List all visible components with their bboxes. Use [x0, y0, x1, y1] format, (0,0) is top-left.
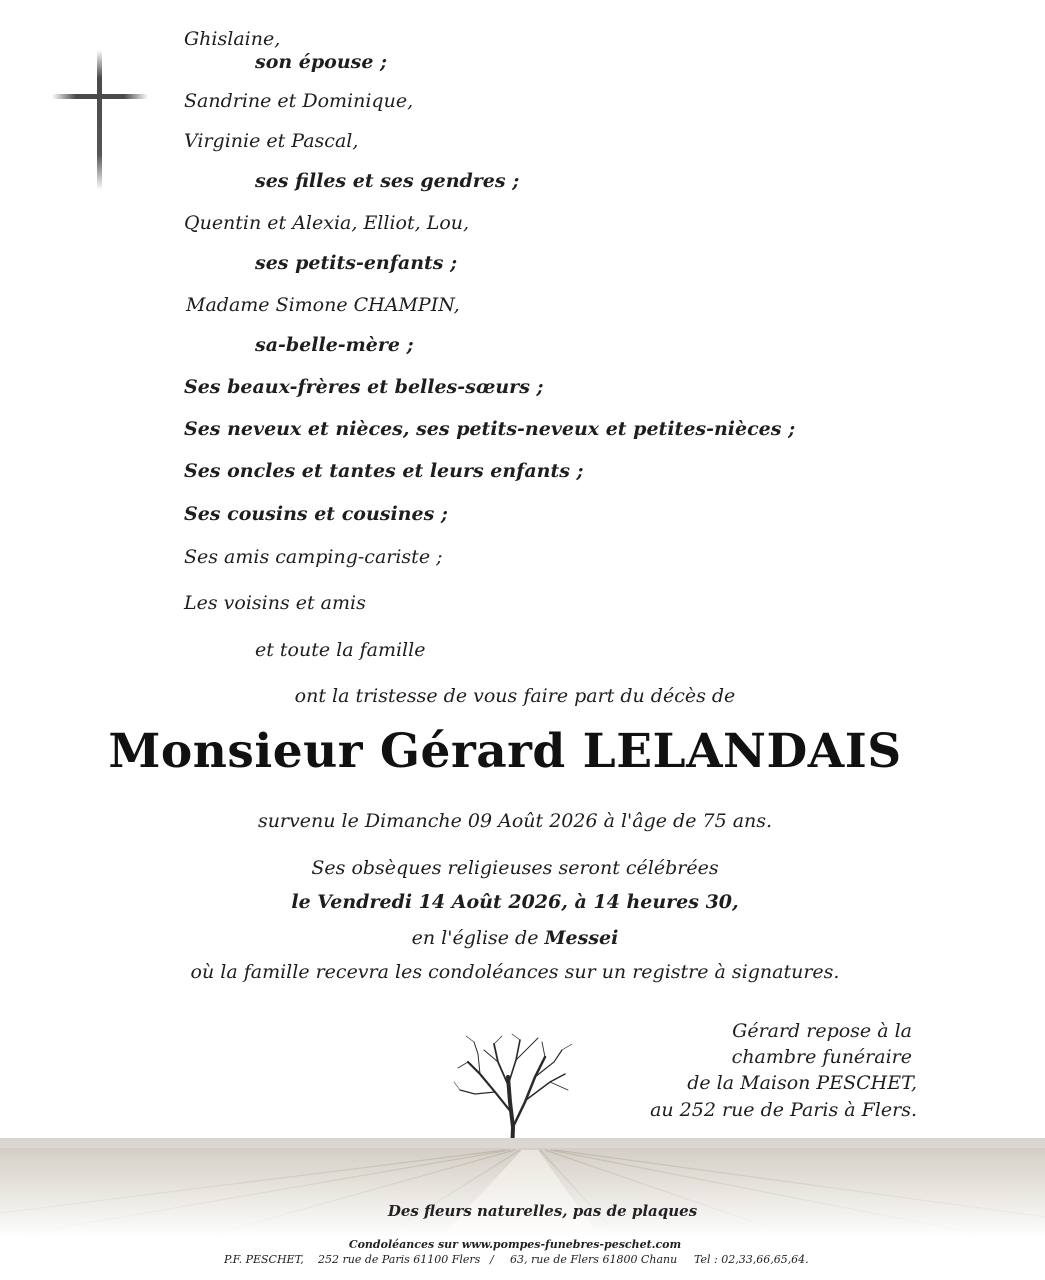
daughters-role: ses filles et ses gendres ; — [255, 170, 520, 192]
uncles-aunts: Ses oncles et tantes et leurs enfants ; — [184, 460, 584, 482]
address-flers: 252 rue de Paris 61100 Flers — [318, 1253, 481, 1266]
whole-family: et toute la famille — [255, 639, 426, 661]
neighbours-friends: Les voisins et amis — [184, 592, 366, 614]
wife-role: son épouse ; — [255, 51, 388, 73]
mother-in-law-role: sa-belle-mère ; — [255, 334, 414, 356]
cousins: Ses cousins et cousines ; — [184, 503, 448, 525]
announcement-intro: ont la tristesse de vous faire part du décès de — [294, 685, 736, 707]
daughters-line-1: Sandrine et Dominique, — [184, 90, 414, 112]
flowers-note: Des fleurs naturelles, pas de plaques — [387, 1202, 698, 1220]
mother-in-law: Madame Simone CHAMPIN, — [186, 294, 460, 316]
grandchildren: Quentin et Alexia, Elliot, Lou, — [184, 212, 470, 234]
camping-friends: Ses amis camping-cariste ; — [184, 546, 443, 568]
field-landscape — [0, 1138, 1045, 1238]
repose-line-3: de la Maison PESCHET, — [687, 1072, 917, 1094]
condolences-note: où la famille recevra les condoléances sur un registre à signatures. — [190, 961, 840, 983]
daughters-line-2: Virginie et Pascal, — [184, 130, 359, 152]
phone-number: Tel : 02,33,66,65,64. — [694, 1253, 809, 1266]
siblings-in-law: Ses beaux-frères et belles-sœurs ; — [184, 376, 544, 398]
wife-name: Ghislaine, — [184, 28, 281, 50]
grandchildren-role: ses petits-enfants ; — [255, 252, 458, 274]
repose-line-4: au 252 rue de Paris à Flers. — [650, 1099, 917, 1121]
deceased-name: Monsieur Gérard LELANDAIS — [108, 724, 902, 779]
church-line — [215, 929, 815, 948]
church-place: Messei — [544, 927, 619, 949]
church-prefix: en l'église de — [411, 927, 539, 949]
death-info: survenu le Dimanche 09 Août 2026 à l'âge de 75 ans. — [257, 810, 773, 832]
funeral-line: Ses obsèques religieuses seront célébrées — [311, 857, 719, 879]
address-separator: / — [490, 1253, 494, 1266]
condolences-site: Condoléances sur www.pompes-funebres-peschet.com — [348, 1238, 682, 1251]
nephews-nieces: Ses neveux et nièces, ses petits-neveux et petites-nièces ; — [184, 418, 796, 440]
address-chanu: 63, rue de Flers 61800 Chanu — [510, 1253, 678, 1266]
repose-line-2: chambre funéraire — [731, 1046, 912, 1068]
company-name: P.F. PESCHET, — [224, 1253, 304, 1266]
funeral-date: le Vendredi 14 Août 2026, à 14 heures 30, — [291, 891, 739, 913]
repose-line-1: Gérard repose à la — [732, 1020, 912, 1042]
